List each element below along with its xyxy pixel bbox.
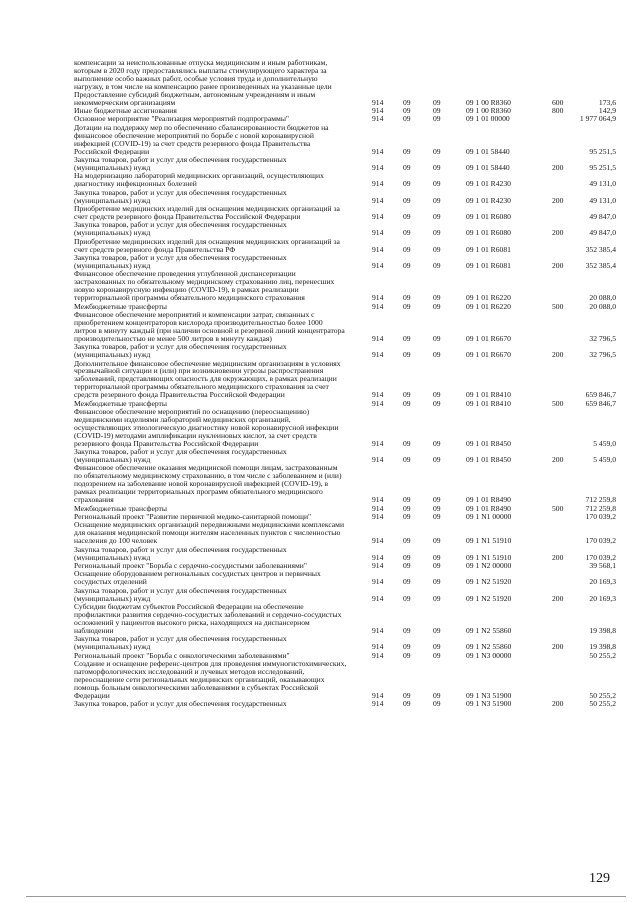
description-line: Иные бюджетные ассигнования [74,106,177,115]
description-line: Закупка товаров, работ и услуг для обеспечения государственных [74,545,287,554]
row-description [74,660,362,700]
section-code: 09 [403,301,411,311]
amount-value: 39 568,1 [589,561,616,570]
description-line: нагрузку, в том числе на компенсацию ранее произведенных на указанные цели [74,82,332,91]
description-line: Предоставление субсидий бюджетным, автономным учреждениям и иным [74,90,316,99]
description-line: Межбюджетные трансферты [74,302,167,311]
target-article-code: 09 1 N2 51920 [466,593,512,603]
amount-value: 32 796,5 [589,333,616,343]
section-code: 09 [403,146,411,156]
ministry-code: 914 [372,699,384,709]
ministry-code: 914 [372,503,384,513]
subsection-code: 09 [433,536,441,546]
expense-type-code: 800 [552,105,564,115]
target-article-code: 09 1 N1 51910 [466,536,512,546]
target-article-code: 09 1 01 R8410 [466,390,511,400]
target-article-code: 09 1 N3 00000 [466,650,512,660]
subsection-code: 09 [433,495,441,505]
row-description [74,505,362,513]
target-article-code: 09 1 01 R6220 [466,293,511,303]
row-description [74,115,362,123]
description-line: Закупка товаров, работ и услуг для обеспечения государственных [74,221,287,230]
subsection-code: 09 [433,228,441,238]
section-code: 09 [403,438,411,448]
description-line: счет средств резервного фонда Правительства РФ [74,245,236,254]
section-code: 09 [403,561,411,570]
description-line: застрахованных по обязательному медицинскому страхованию лиц, перенесших [74,278,335,287]
section-code: 09 [403,162,411,172]
description-line: (COVID-19) методами амплификации нуклеиновых кислот, за счет средств [74,431,317,440]
description-line: осуществляющих этиологическую диагностику новой коронавирусной инфекции [74,423,339,432]
amount-value: 95 251,5 [589,162,616,172]
amount-value: 49 847,0 [589,228,616,238]
ministry-code: 914 [372,211,384,221]
row-description [74,205,362,221]
subsection-code: 09 [433,293,441,303]
ministry-code: 914 [372,162,384,172]
target-article-code: 09 1 01 R6220 [466,301,511,311]
ministry-code: 914 [372,561,384,570]
description-line: компенсации за неиспользованные отпуска медицинским и иным работникам, [74,59,328,67]
subsection-code: 09 [433,398,441,408]
description-line: населения до 100 человек [74,537,158,546]
row-description [74,408,362,448]
section-code: 09 [403,114,411,124]
target-article-code: 09 1 N2 55860 [466,642,512,652]
section-code: 09 [403,593,411,603]
expense-type-code: 200 [552,454,564,464]
ministry-code: 914 [372,195,384,205]
expense-type-code: 200 [552,228,564,238]
section-code: 09 [403,195,411,205]
row-description [74,562,362,570]
description-line: Закупка товаров, работ и услуг для обеспечения государственных [74,343,287,352]
target-article-code: 09 1 01 R6081 [466,244,511,254]
target-article-code: 09 1 N2 51920 [466,577,512,587]
description-line: (муниципальных) нужд [74,262,151,270]
expense-type-code: 200 [552,642,564,652]
subsection-code: 09 [433,511,441,521]
section-code: 09 [403,333,411,343]
description-line: счет средств резервного фонда Правительства Российской Федерации [74,212,301,221]
description-line: Региональный проект "Развитие первичной медико-санитарной помощи" [74,512,312,521]
description-line: (муниципальных) нужд [74,351,151,359]
target-article-code: 09 1 00 R8360 [466,105,511,115]
description-line: Финансовое обеспечение мероприятий по оснащению (переоснащению) [74,408,310,416]
subsection-code: 09 [433,593,441,603]
ministry-code: 914 [372,228,384,238]
description-line: (муниципальных) нужд [74,456,151,464]
amount-value: 5 459,0 [593,438,616,448]
target-article-code: 09 1 01 R6080 [466,211,511,221]
description-line: территориальной программы обязательного медицинского страхования [74,294,305,303]
description-line: территориальной программы обязательного медицинского страхования за счет [74,383,329,392]
amount-value: 352 385,4 [585,244,616,254]
row-description [74,124,362,156]
amount-value: 50 255,2 [589,650,616,660]
description-line: Дополнительное финансовое обеспечение медицинским организациям в условиях [74,359,341,368]
target-article-code: 09 1 01 R6081 [466,260,511,270]
ministry-code: 914 [372,293,384,303]
description-line: Оснащение медицинских организаций передвижными медицинскими комплексами [74,521,345,530]
section-code: 09 [403,650,411,660]
page-number: 129 [589,871,610,886]
expense-type-code: 200 [552,699,564,709]
ministry-code: 914 [372,146,384,156]
description-line: Закупка товаров, работ и услуг для обеспечения государственных [74,586,287,595]
description-line: Региональный проект "Борьба с сердечно-сосудистыми заболеваниями" [74,562,307,570]
description-line: (муниципальных) нужд [74,163,151,172]
amount-value: 19 398,8 [589,625,616,635]
ministry-code: 914 [372,390,384,400]
subsection-code: 09 [433,625,441,635]
ministry-code: 914 [372,511,384,521]
row-description [74,303,362,311]
subsection-code: 09 [433,390,441,400]
subsection-code: 09 [433,105,441,115]
description-line: Региональный проект "Борьба с онкологическими заболеваниями" [74,651,290,660]
section-code: 09 [403,536,411,546]
section-code: 09 [403,552,411,562]
description-line: Межбюджетные трансферты [74,504,167,513]
section-code: 09 [403,260,411,270]
amount-value: 49 847,0 [589,211,616,221]
amount-value: 95 251,5 [589,146,616,156]
description-line: Финансовое обеспечение мероприятий и компенсации затрат, связанных с [74,311,315,319]
subsection-code: 09 [433,97,441,107]
ministry-code: 914 [372,105,384,115]
ministry-code: 914 [372,114,384,124]
section-code: 09 [403,495,411,505]
amount-value: 173,6 [598,97,616,107]
subsection-code: 09 [433,350,441,360]
subsection-code: 09 [433,260,441,270]
amount-value: 659 846,7 [585,398,616,408]
section-code: 09 [403,577,411,587]
description-line: для оказания медицинской помощи жителям населенных пунктов с численностью [74,529,341,538]
target-article-code: 09 1 N1 00000 [466,511,512,521]
description-line: Российской Федерации [74,147,150,156]
expense-type-code: 200 [552,593,564,603]
description-line: которым в 2020 году предоставлялись выплаты стимулирующего характера за [74,66,327,75]
description-line: диагностику инфекционных болезней [74,180,197,189]
subsection-code: 09 [433,211,441,221]
description-line: Закупка товаров, работ и услуг для обеспечения государственных [74,188,287,197]
subsection-code: 09 [433,438,441,448]
amount-value: 19 398,8 [589,642,616,652]
section-code: 09 [403,228,411,238]
target-article-code: 09 1 01 R8450 [466,454,511,464]
row-description [74,172,362,188]
description-line: осложнений у пациентов высокого риска, находящихся на диспансерном [74,618,310,627]
description-line: инфекцией (COVID-19) за счет средств резервного фонда Правительства [74,139,311,148]
description-line: Финансовое обеспечение оказания медицинской помощи лицам, застрахованным [74,464,338,473]
row-description [74,311,362,343]
section-code: 09 [403,244,411,254]
subsection-code: 09 [433,162,441,172]
description-line: (муниципальных) нужд [74,229,151,238]
amount-value: 32 796,5 [589,350,616,360]
ministry-code: 914 [372,577,384,587]
ministry-code: 914 [372,97,384,107]
row-description [74,270,362,302]
target-article-code: 09 1 01 R4230 [466,179,511,189]
row-description [74,513,362,521]
target-article-code: 09 1 01 58440 [466,162,510,172]
amount-value: 352 385,4 [585,260,616,270]
expense-type-code: 200 [552,260,564,270]
expense-type-code: 200 [552,195,564,205]
ministry-code: 914 [372,552,384,562]
bottom-rule [26,896,626,897]
amount-value: 49 131,0 [589,179,616,189]
target-article-code: 09 1 01 R6080 [466,228,511,238]
amount-value: 1 977 064,9 [579,114,616,124]
row-description [74,587,362,603]
target-article-code: 09 1 N1 51910 [466,552,512,562]
description-line: Создание и оснащение референс-центров для проведения иммуногистохимических, [74,660,347,668]
description-line: литров в минуту каждый (при наличии основной и резервной линий концентратора [74,326,345,335]
expense-type-code: 500 [552,398,564,408]
row-description [74,360,362,400]
amount-value: 5 459,0 [593,454,616,464]
description-line: резервного фонда Правительства Российской Федерации [74,439,259,448]
description-line: патоморфологических исследований и лучевых методов исследований, [74,668,305,676]
subsection-code: 09 [433,577,441,587]
subsection-code: 09 [433,552,441,562]
description-line: рамках реализации территориальных программ обязательного медицинского [74,488,323,497]
subsection-code: 09 [433,561,441,570]
section-code: 09 [403,699,411,709]
target-article-code: 09 1 N2 55860 [466,625,512,635]
amount-value: 170 039,2 [585,536,616,546]
ministry-code: 914 [372,454,384,464]
section-code: 09 [403,454,411,464]
target-article-code: 09 1 01 00000 [466,114,510,124]
subsection-code: 09 [433,333,441,343]
row-description [74,448,362,464]
ministry-code: 914 [372,260,384,270]
description-line: приобретением концентраторов кислорода производительностью более 1000 [74,318,323,327]
target-article-code: 09 1 01 R8490 [466,503,511,513]
subsection-code: 09 [433,114,441,124]
description-line: Закупка товаров, работ и услуг для обеспечения государственных [74,448,287,456]
amount-value: 49 131,0 [589,195,616,205]
amount-value: 20 169,3 [589,577,616,587]
row-description [74,635,362,651]
description-line: по обязательному медицинскому страхованию, в том числе с заболеванием и (или) [74,472,342,481]
ministry-code: 914 [372,438,384,448]
row-description [74,189,362,205]
section-code: 09 [403,179,411,189]
description-line: сосудистых отделений [74,578,147,587]
subsection-code: 09 [433,642,441,652]
subsection-code: 09 [433,301,441,311]
row-description [74,570,362,586]
description-line: переоснащение сети региональных медицинских организаций, оказывающих [74,675,325,684]
amount-value: 20 169,3 [589,593,616,603]
description-line: Закупка товаров, работ и услуг для обеспечения государственных [74,254,287,262]
amount-value: 170 039,2 [585,511,616,521]
description-line: средств резервного фонда Правительства Российской Федерации [74,391,285,400]
subsection-code: 09 [433,146,441,156]
section-code: 09 [403,105,411,115]
ministry-code: 914 [372,642,384,652]
row-description [74,400,362,408]
ministry-code: 914 [372,650,384,660]
subsection-code: 09 [433,650,441,660]
expense-type-code: 500 [552,503,564,513]
subsection-code: 09 [433,195,441,205]
amount-value: 712 259,8 [585,495,616,505]
description-line: некоммерческим организациям [74,98,176,107]
row-description [74,156,362,172]
section-code: 09 [403,625,411,635]
description-line: медицинскими изделиями лабораторий медицинских организаций, [74,415,291,424]
description-line: страхования [74,496,114,504]
ministry-code: 914 [372,179,384,189]
target-article-code: 09 1 01 R6670 [466,350,511,360]
description-line: наблюдении [74,626,114,635]
description-line: Дотации на поддержку мер по обеспечению сбалансированности бюджетов на [74,123,329,132]
subsection-code: 09 [433,503,441,513]
ministry-code: 914 [372,593,384,603]
subsection-code: 09 [433,454,441,464]
row-description [74,59,362,106]
description-line: Приобретение медицинских изделий для оснащения медицинских организаций за [74,205,340,213]
description-line: выполнение особо важных работ, особые условия труда и дополнительную [74,74,318,83]
subsection-code: 09 [433,690,441,700]
description-line: Оснащение оборудованием региональных сосудистых центров и первичных [74,570,321,579]
row-description [74,238,362,254]
target-article-code: 09 1 N3 51900 [466,690,512,700]
amount-value: 50 255,2 [589,699,616,709]
ministry-code: 914 [372,244,384,254]
target-article-code: 09 1 N2 00000 [466,561,512,570]
section-code: 09 [403,211,411,221]
row-description [74,343,362,359]
amount-value: 50 255,2 [589,690,616,700]
section-code: 09 [403,398,411,408]
description-line: заболеваний, представляющих опасность для окружающих, в рамках реализации [74,375,337,384]
section-code: 09 [403,503,411,513]
description-line: чрезвычайной ситуации и (или) при возникновении угрозы распространения [74,367,324,376]
description-line: Приобретение медицинских изделий для оснащения медицинских организаций за [74,237,340,246]
description-line: Закупка товаров, работ и услуг для обеспечения государственных [74,700,287,709]
row-description [74,546,362,562]
ministry-code: 914 [372,536,384,546]
amount-value: 659 846,7 [585,390,616,400]
section-code: 09 [403,511,411,521]
description-line: помощь больным онкологическими заболеваниями в субъектах Российской [74,683,319,692]
description-line: новую коронавирусную инфекцию (COVID-19), в рамках реализации [74,286,299,295]
target-article-code: 09 1 01 R4230 [466,195,511,205]
section-code: 09 [403,293,411,303]
row-description [74,652,362,660]
ministry-code: 914 [372,690,384,700]
subsection-code: 09 [433,244,441,254]
subsection-code: 09 [433,179,441,189]
description-line: Межбюджетные трансферты [74,399,167,408]
row-description [74,603,362,635]
amount-value: 20 088,0 [589,293,616,303]
description-line: Федерации [74,691,110,700]
ministry-code: 914 [372,333,384,343]
amount-value: 142,9 [598,105,616,115]
ministry-code: 914 [372,350,384,360]
subsection-code: 09 [433,699,441,709]
expense-type-code: 200 [552,350,564,360]
description-line: Основное мероприятие "Реализация мероприятий подпрограммы" [74,115,290,124]
description-line: подозрением на заболевание новой коронавирусной инфекцией (COVID-19), в [74,480,329,489]
expense-type-code: 200 [552,552,564,562]
ministry-code: 914 [372,495,384,505]
section-code: 09 [403,642,411,652]
description-line: профилактики развития сердечно-сосудистых заболеваний и сердечно-сосудистых [74,611,342,619]
target-article-code: 09 1 01 R8410 [466,398,511,408]
target-article-code: 09 1 01 R8490 [466,495,511,505]
row-description [74,464,362,504]
row-description [74,254,362,270]
description-line: Закупка товаров, работ и услуг для обеспечения государственных [74,156,287,164]
description-line: Субсидии бюджетам субъектов Российской Федерации на обеспечение [74,603,304,612]
expense-type-code: 600 [552,97,564,107]
target-article-code: 09 1 01 R8450 [466,438,511,448]
section-code: 09 [403,350,411,360]
amount-value: 170 039,2 [585,552,616,562]
expense-type-code: 500 [552,301,564,311]
target-article-code: 09 1 01 R6670 [466,333,511,343]
description-line: На модернизацию лабораторий медицинских организаций, осуществляющих [74,172,324,181]
section-code: 09 [403,390,411,400]
amount-value: 20 088,0 [589,301,616,311]
description-line: (муниципальных) нужд [74,196,151,205]
description-line: (муниципальных) нужд [74,553,151,562]
target-article-code: 09 1 N3 51900 [466,699,512,709]
description-line: (муниципальных) нужд [74,594,151,603]
target-article-code: 09 1 01 58440 [466,146,510,156]
description-line: финансовое обеспечение мероприятий по борьбе с новой коронавирусной [74,131,314,140]
target-article-code: 09 1 00 R8360 [466,97,511,107]
ministry-code: 914 [372,398,384,408]
row-description [74,700,362,708]
ministry-code: 914 [372,625,384,635]
section-code: 09 [403,690,411,700]
description-line: (муниципальных) нужд [74,643,151,652]
description-line: Закупка товаров, работ и услуг для обеспечения государственных [74,635,287,644]
ministry-code: 914 [372,301,384,311]
description-line: производительностью не менее 500 литров в минуту каждая) [74,334,272,343]
description-line: Финансовое обеспечение проведения углубленной диспансеризации [74,270,296,279]
row-description [74,521,362,545]
amount-value: 712 259,8 [585,503,616,513]
row-description [74,221,362,237]
row-description [74,107,362,115]
section-code: 09 [403,97,411,107]
expense-type-code: 200 [552,162,564,172]
